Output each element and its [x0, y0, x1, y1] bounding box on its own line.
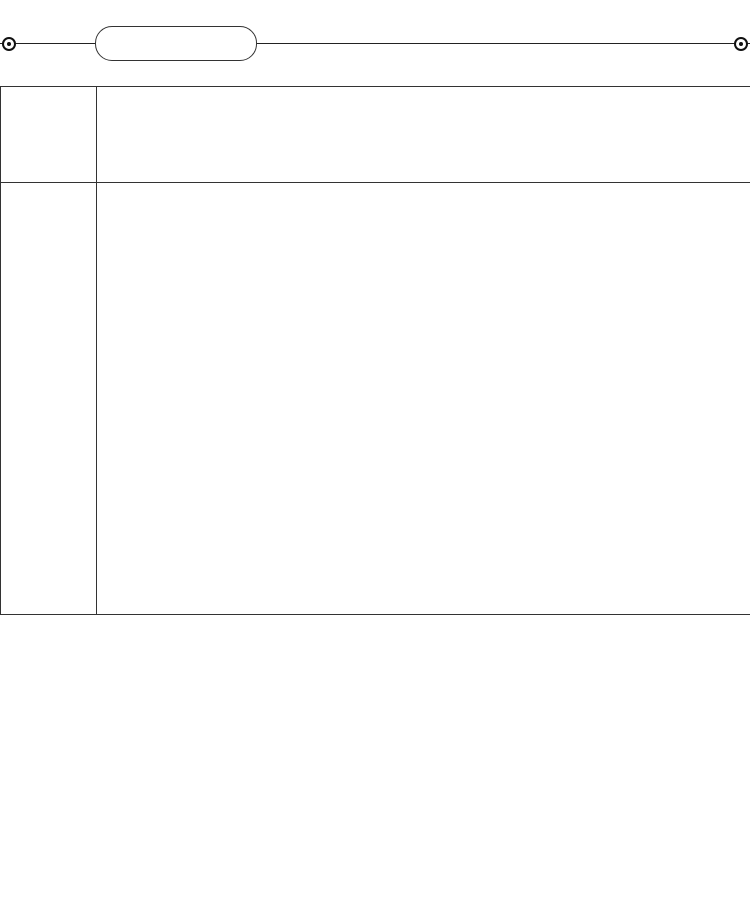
application-label: [1, 87, 97, 183]
left-ring-icon: [2, 37, 16, 51]
features-text: [97, 183, 750, 615]
right-ring-icon: [734, 37, 748, 51]
section-header: [0, 0, 750, 85]
spec-table: [0, 86, 750, 615]
features-row: [1, 183, 750, 615]
application-row: [1, 87, 750, 183]
application-text: [97, 87, 750, 183]
features-label: [1, 183, 97, 615]
header-title-pill: [95, 26, 257, 61]
